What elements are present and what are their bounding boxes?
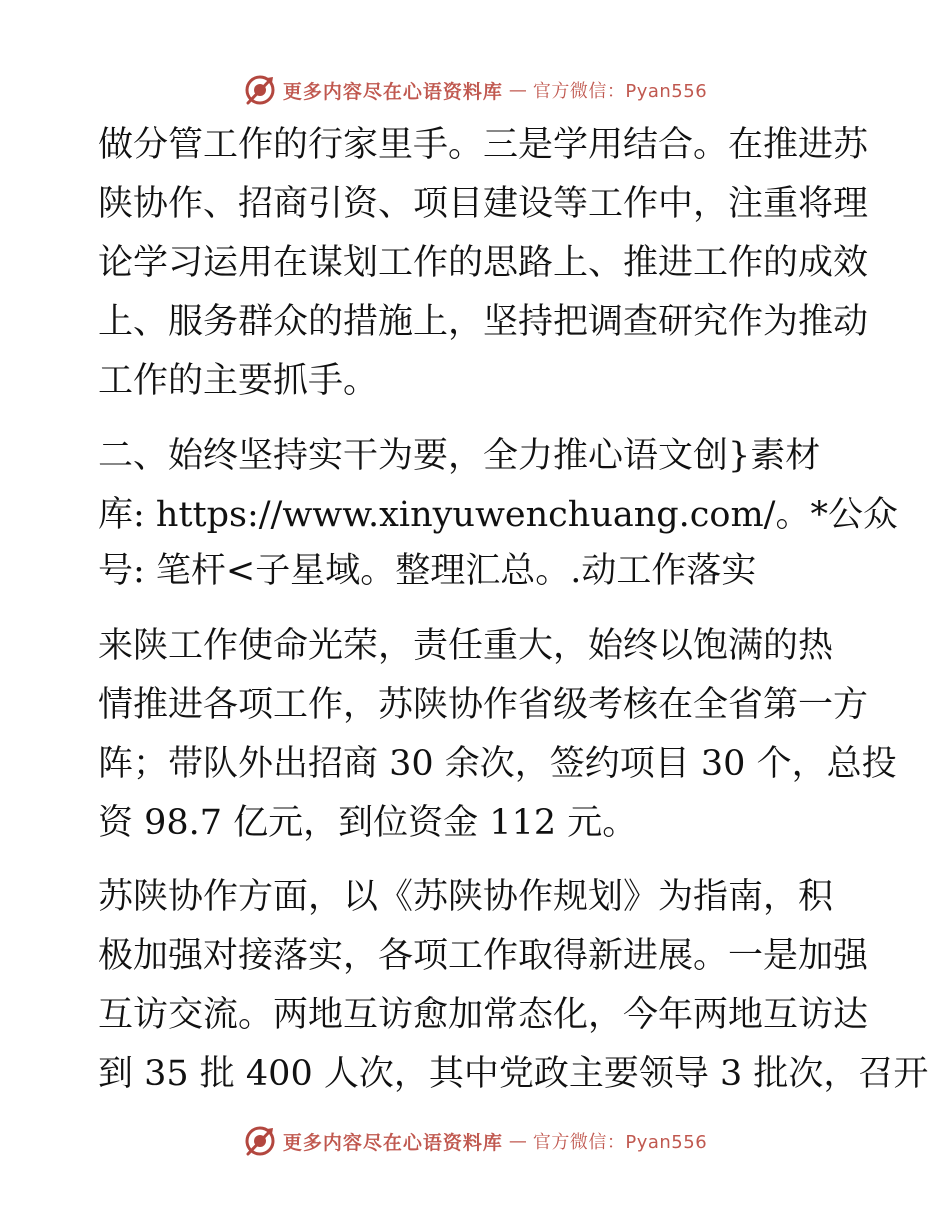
banner-title: 更多内容尽在心语资料库 [282, 80, 503, 103]
text-line: 情推进各项工作，苏陕协作省级考核在全省第一方 [98, 685, 869, 725]
text-line: 论学习运用在谋划工作的思路上、推进工作的成效 [98, 243, 869, 283]
header-banner [0, 70, 950, 110]
banner-separator: — [508, 1130, 527, 1152]
brand-logo-icon [243, 1124, 277, 1158]
text-line: 来陕工作使命光荣，责任重大，始终以饱满的热 [98, 626, 834, 666]
text-line: 二、始终坚持实干为要，全力推心语文创}素材 [98, 436, 821, 476]
text-line: 苏陕协作方面，以《苏陕协作规划》为指南，积 [98, 877, 834, 917]
text-line: 做分管工作的行家里手。三是学用结合。在推进苏 [98, 125, 869, 165]
text-line: 阵；带队外出招商 30 余次，签约项目 30 个，总投 [98, 744, 897, 784]
text-line: 上、服务群众的措施上，坚持把调查研究作为推动 [98, 302, 869, 342]
text-line: 互访交流。两地互访愈加常态化，今年两地互访达 [98, 995, 869, 1035]
text-line: 陕协作、招商引资、项目建设等工作中，注重将理 [98, 184, 869, 224]
banner-wechat: 官方微信：Pyan556 [532, 1132, 708, 1153]
text-line: 到 35 批 400 人次，其中党政主要领导 3 批次，召开 [98, 1054, 929, 1094]
banner-title: 更多内容尽在心语资料库 [282, 1131, 503, 1154]
text-line: 号: 笔杆<子星域。整理汇总。.动工作落实 [98, 551, 757, 591]
text-line: 资 98.7 亿元，到位资金 112 元。 [98, 803, 638, 843]
banner-wechat: 官方微信：Pyan556 [532, 81, 708, 102]
banner-separator: — [508, 79, 527, 101]
text-line: 极加强对接落实，各项工作取得新进展。一是加强 [98, 936, 869, 976]
text-line: 工作的主要抓手。 [98, 361, 379, 401]
footer-banner [0, 1121, 950, 1161]
text-line: 库: https://www.xinyuwenchuang.com/。*公众 [98, 495, 898, 535]
brand-logo-icon [243, 73, 277, 107]
